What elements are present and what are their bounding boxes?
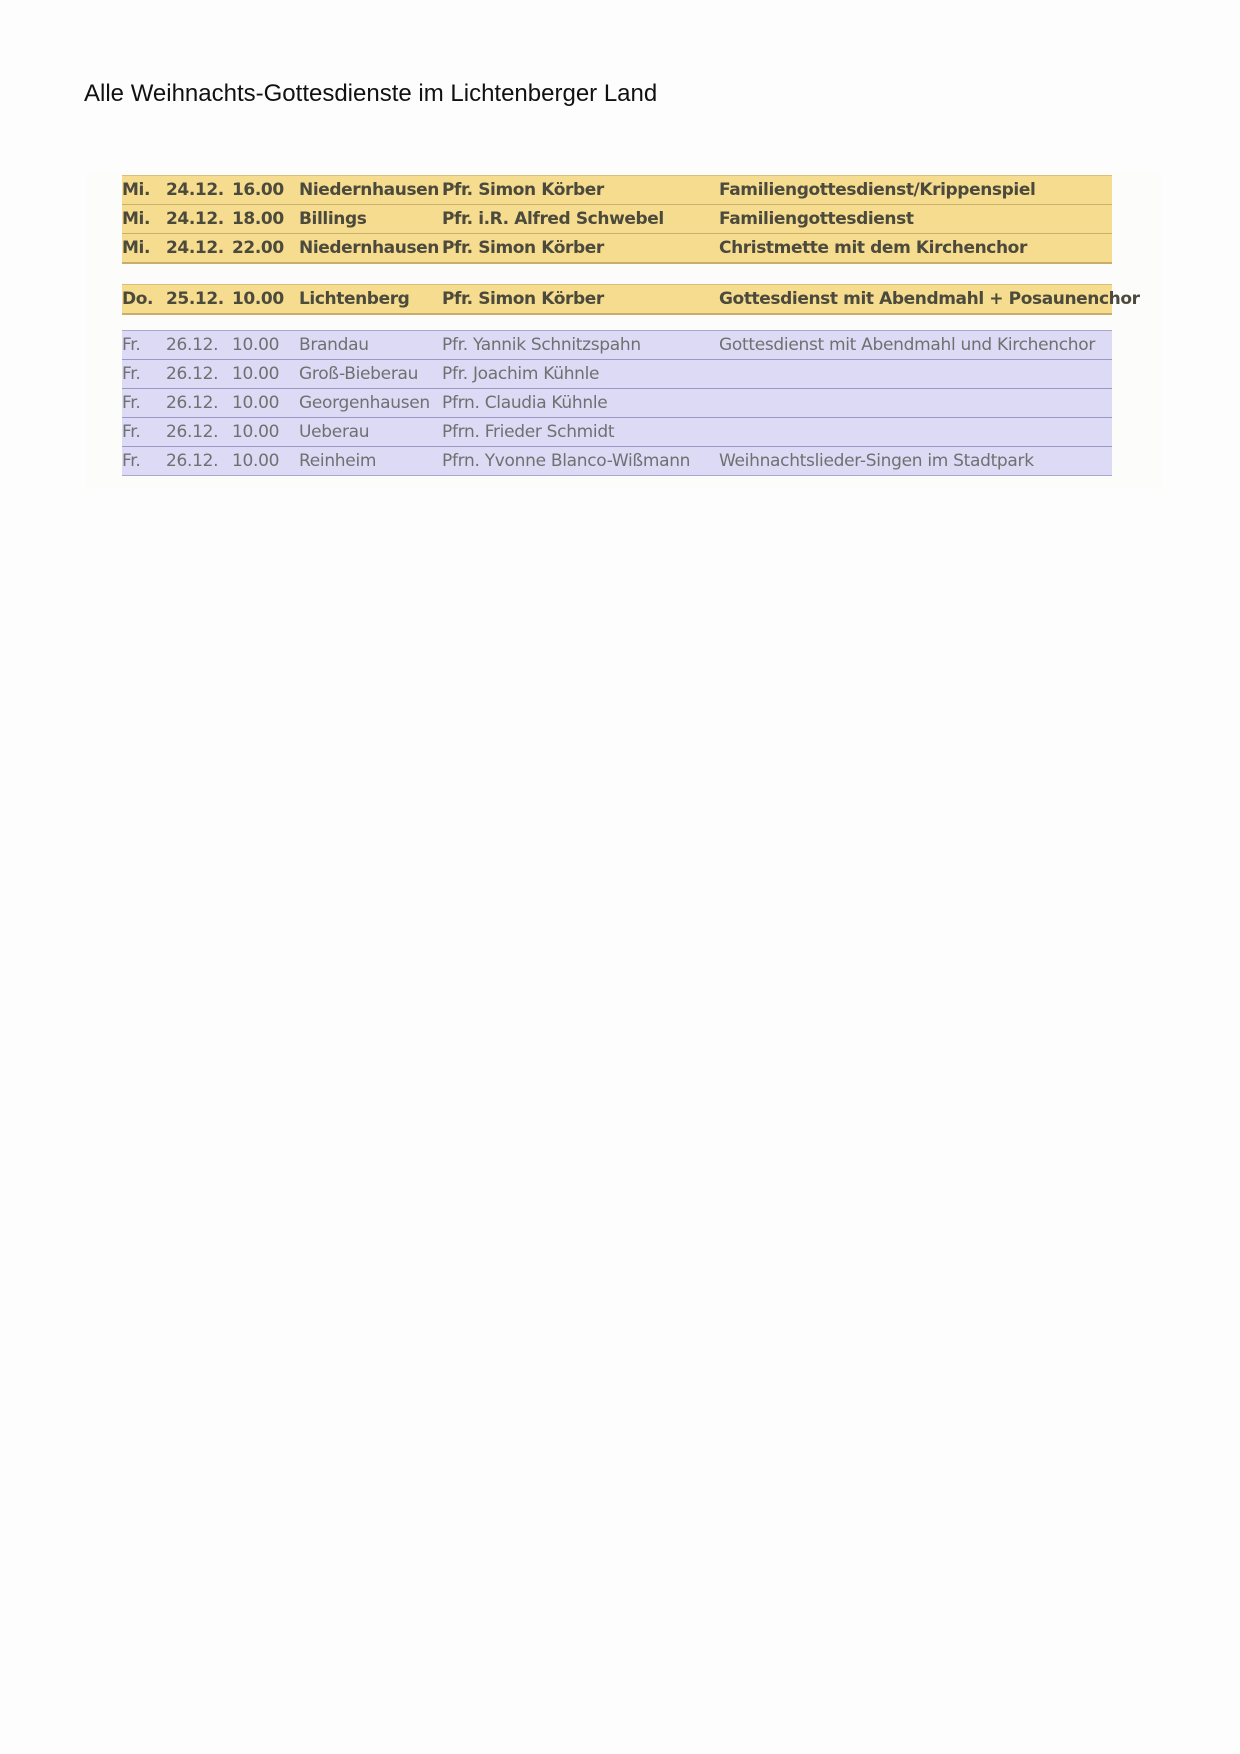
table-row	[122, 233, 1112, 262]
place-cell: Niedernhausen	[299, 180, 439, 200]
time-cell: 10.00	[232, 422, 280, 442]
pastor-cell: Pfr. Joachim Kühnle	[442, 364, 600, 384]
place-cell: Lichtenberg	[299, 289, 410, 309]
place-cell: Georgenhausen	[299, 393, 430, 413]
pastor-cell: Pfr. Simon Körber	[442, 180, 604, 200]
table-row	[122, 285, 1140, 313]
event-cell: Gottesdienst mit Abendmahl und Kirchenchor	[719, 335, 1096, 355]
place-cell: Reinheim	[299, 451, 377, 471]
day-cell: Fr.	[122, 451, 141, 471]
time-cell: 10.00	[232, 289, 284, 309]
service-schedule-table	[86, 170, 1162, 488]
time-cell: 10.00	[232, 393, 280, 413]
pastor-cell: Pfrn. Yvonne Blanco-Wißmann	[442, 451, 691, 471]
day-cell: Mi.	[122, 238, 151, 258]
date-cell: 24.12.	[166, 209, 224, 229]
page-title: Alle Weihnachts-Gottesdienste im Lichtenberger Land	[84, 80, 658, 107]
table-row	[122, 176, 1112, 204]
time-cell: 10.00	[232, 335, 280, 355]
place-cell: Niedernhausen	[299, 238, 439, 258]
day-cell: Fr.	[122, 364, 141, 384]
day-cell: Fr.	[122, 422, 141, 442]
date-cell: 26.12.	[166, 451, 219, 471]
day-cell: Do.	[122, 289, 154, 309]
place-cell: Groß-Bieberau	[299, 364, 419, 384]
table-row	[122, 331, 1112, 359]
event-cell: Gottesdienst mit Abendmahl + Posaunenchor	[719, 289, 1140, 309]
event-cell: Familiengottesdienst/Krippenspiel	[719, 180, 1036, 200]
day-cell: Mi.	[122, 209, 151, 229]
event-cell: Familiengottesdienst	[719, 209, 914, 229]
boxing-day-block	[122, 330, 1112, 476]
christmas-eve-block	[122, 175, 1112, 264]
day-cell: Fr.	[122, 335, 141, 355]
date-cell: 24.12.	[166, 180, 224, 200]
place-cell: Billings	[299, 209, 367, 229]
day-cell: Mi.	[122, 180, 151, 200]
place-cell: Brandau	[299, 335, 369, 355]
day-cell: Fr.	[122, 393, 141, 413]
table-row	[122, 388, 1112, 417]
pastor-cell: Pfr. Simon Körber	[442, 289, 604, 309]
time-cell: 10.00	[232, 451, 280, 471]
pastor-cell: Pfr. Simon Körber	[442, 238, 604, 258]
date-cell: 26.12.	[166, 335, 219, 355]
date-cell: 26.12.	[166, 393, 219, 413]
place-cell: Ueberau	[299, 422, 370, 442]
date-cell: 26.12.	[166, 364, 219, 384]
time-cell: 16.00	[232, 180, 284, 200]
date-cell: 26.12.	[166, 422, 219, 442]
pastor-cell: Pfrn. Frieder Schmidt	[442, 422, 615, 442]
christmas-day-block	[122, 284, 1140, 315]
date-cell: 24.12.	[166, 238, 224, 258]
date-cell: 25.12.	[166, 289, 224, 309]
pastor-cell: Pfr. i.R. Alfred Schwebel	[442, 209, 664, 229]
table-row	[122, 417, 1112, 446]
time-cell: 22.00	[232, 238, 284, 258]
event-cell: Christmette mit dem Kirchenchor	[719, 238, 1027, 258]
time-cell: 18.00	[232, 209, 284, 229]
event-cell: Weihnachtslieder-Singen im Stadtpark	[719, 451, 1034, 471]
pastor-cell: Pfrn. Claudia Kühnle	[442, 393, 608, 413]
table-row	[122, 446, 1112, 475]
table-row	[122, 359, 1112, 388]
table-row	[122, 204, 1112, 233]
time-cell: 10.00	[232, 364, 280, 384]
pastor-cell: Pfr. Yannik Schnitzspahn	[442, 335, 641, 355]
